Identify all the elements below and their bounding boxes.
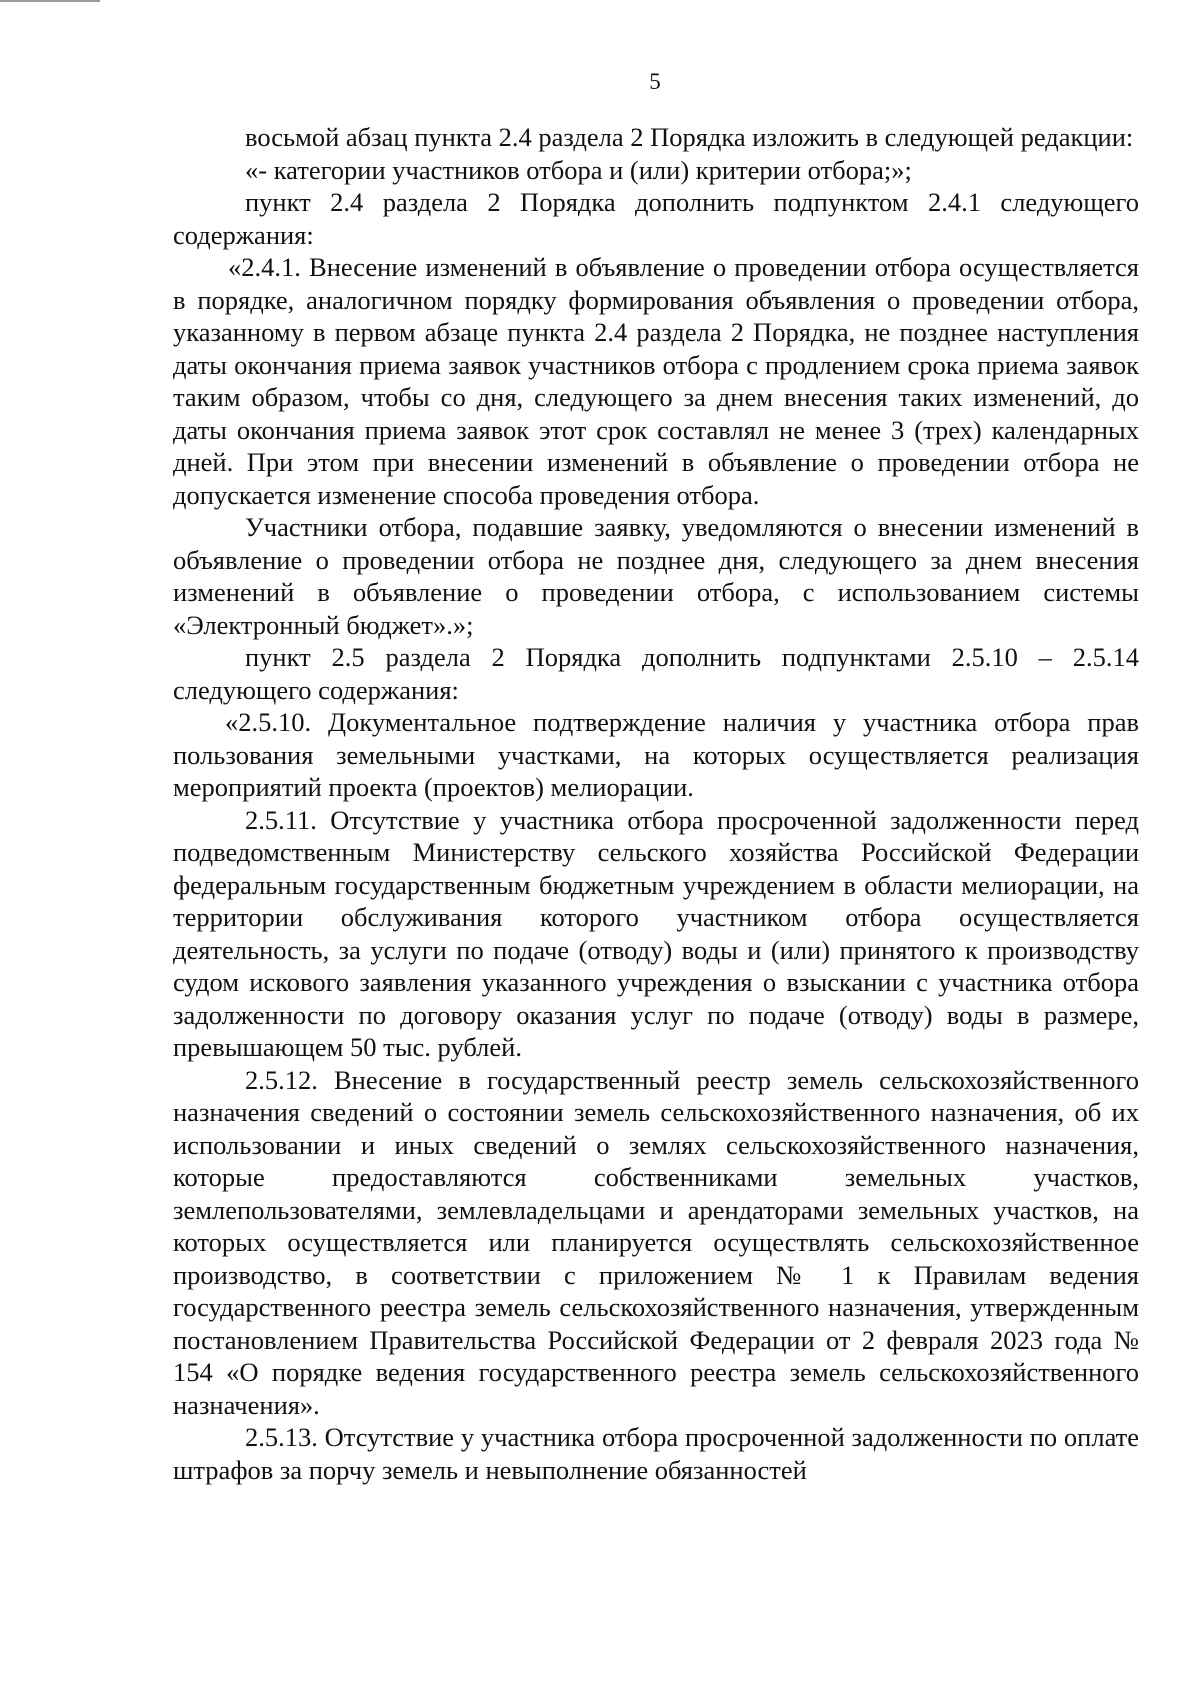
paragraph-subitem-2-4-1: «2.4.1. Внесение изменений в объявление о проведении отбора осуществляется в порядке, аналогичном порядку формирования объявления о проведении отбора, указанному в первом абзаце пункта 2.4 раздела 2 Порядка, не позднее наступления даты окончания приема заявок участников отбора с продлением срока приема заявок таким образом, чтобы со дня, следующего за днем внесения таких изменений, до даты окончания приема заявок этот срок составлял не менее 3 (трех) календарных дней. При этом при внесении изменений в объявление о проведении отбора не допускается изменение способа проведения отбора. [173, 252, 1139, 510]
scan-edge-line [0, 0, 100, 2]
paragraph-add-subitems-2-5-10-14: пункт 2.5 раздела 2 Порядка дополнить подпунктами 2.5.10 – 2.5.14 следующего содержания: [173, 642, 1139, 705]
paragraph-subitem-2-5-11: 2.5.11. Отсутствие у участника отбора просроченной задолженности перед подведомственным Министерству сельского хозяйства Российской Федерации федеральным государственным бюджетным учреждением в области мелиорации, на территории обслуживания которого участником отбора осуществляется деятельность, за услуги по подаче (отводу) воды и (или) принятого к производству судом искового заявления указанного учреждения о взыскании с участника отбора задолженности по договору оказания услуг по подаче (отводу) воды в размере, превышающем 50 тыс. рублей. [173, 804, 1139, 1062]
paragraph-participant-notification: Участники отбора, подавшие заявку, уведомляются о внесении изменений в объявление о проведении отбора не позднее дня, следующего за днем внесения изменений в объявление о проведении отбора, с использованием системы «Электронный бюджет».»; [173, 512, 1139, 640]
paragraph-add-subitem-2-4-1: пункт 2.4 раздела 2 Порядка дополнить подпунктом 2.4.1 следующего содержания: [173, 187, 1139, 250]
page-number: 5 [649, 69, 661, 94]
paragraph-subitem-2-5-10: «2.5.10. Документальное подтверждение наличия у участника отбора прав пользования земельными участками, на которых осуществляется реализация мероприятий проекта (проектов) мелиорации. [173, 707, 1139, 802]
paragraph-subitem-2-5-12: 2.5.12. Внесение в государственный реестр земель сельскохозяйственного назначения сведений о состоянии земель сельскохозяйственного назначения, об их использовании и иных сведений о землях сельскохозяйственного назначения, которые предоставляются собственниками земельных участков, землепользователями, землевладельцами и арендаторами земельных участков, на которых осуществляется или планируется осуществлять сельскохозяйственное производство, в соответствии с приложением № 1 к Правилам ведения государственного реестра земель сельскохозяйственного назначения, утвержденным постановлением Правительства Российской Федерации от 2 февраля 2023 года № 154 «О порядке ведения государственного реестра земель сельскохозяйственного назначения». [173, 1064, 1139, 1420]
document-body [173, 121, 1139, 1486]
paragraph-subitem-2-5-13: 2.5.13. Отсутствие у участника отбора просроченной задолженности по оплате штрафов за порчу земель и невыполнение обязанностей [173, 1422, 1139, 1485]
paragraph-participant-categories: «- категории участников отбора и (или) критерии отбора;»; [245, 154, 912, 185]
paragraph-amend-item-2-4-abzac-8: восьмой абзац пункта 2.4 раздела 2 Порядка изложить в следующей редакции: [245, 122, 1134, 152]
